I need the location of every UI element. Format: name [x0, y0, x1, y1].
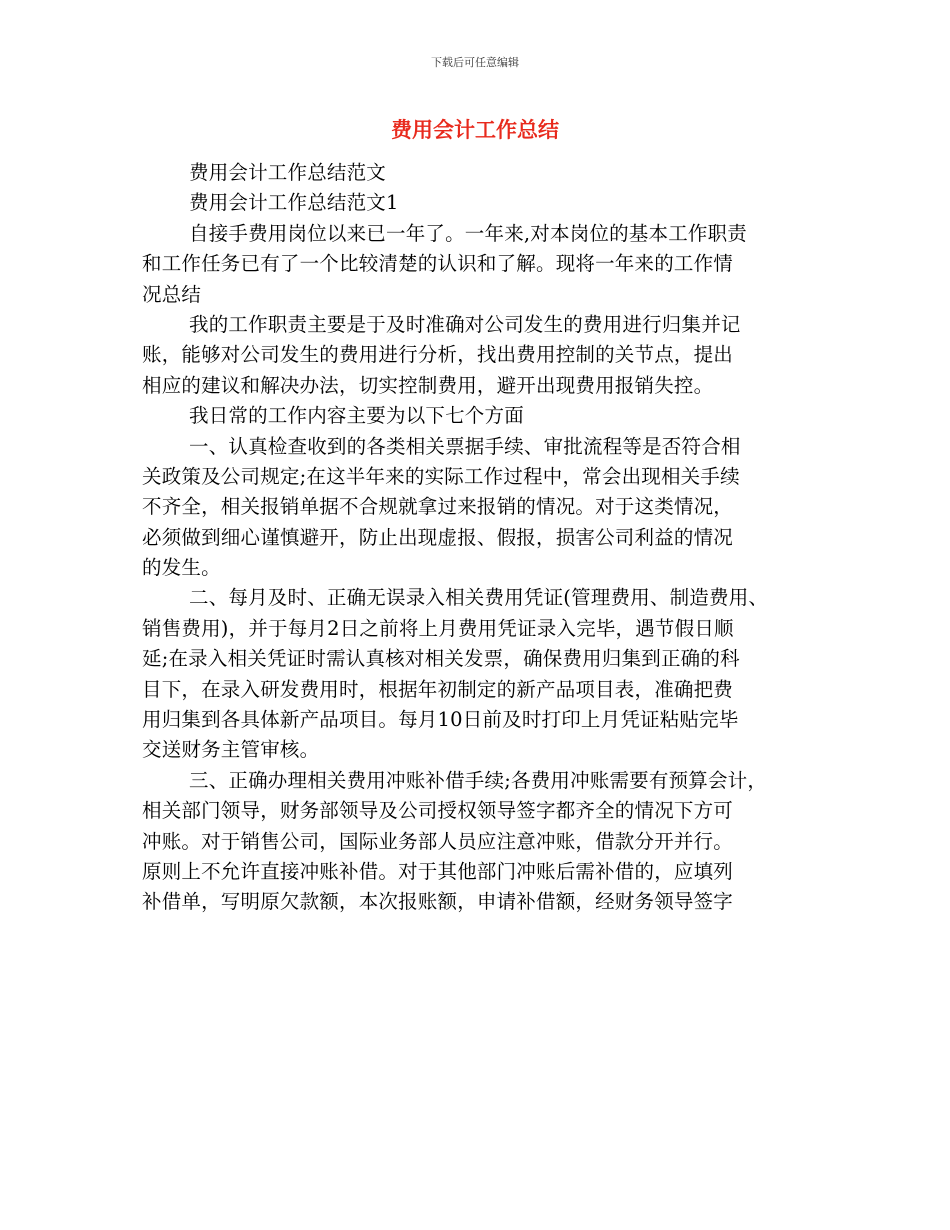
paragraph-line: 补借单，写明原欠款额，本次报账额，申请补借额，经财务领导签字 [142, 890, 734, 914]
header-note: 下载后可任意编辑 [431, 56, 519, 69]
paragraph-line: 必须做到细心谨慎避开，防止出现虚报、假报，损害公司利益的情况 [142, 525, 734, 549]
paragraph-line: 我的工作职责主要是于及时准确对公司发生的费用进行归集并记 [189, 312, 741, 336]
paragraph-line: 和工作任务已有了一个比较清楚的认识和了解。现将一年来的工作情 [142, 252, 734, 276]
paragraph-line: 冲账。对于销售公司，国际业务部人员应注意冲账，借款分开并行。 [142, 829, 734, 853]
paragraph-line: 交送财务主管审核。 [142, 738, 320, 762]
paragraph-line: 原则上不允许直接冲账补借。对于其他部门冲账后需补借的，应填列 [142, 859, 734, 883]
subtitle-line: 费用会计工作总结范文 [189, 161, 387, 184]
paragraph-line: 延;在录入相关凭证时需认真核对相关发票，确保费用归集到正确的科 [142, 647, 740, 671]
paragraph-line: 我日常的工作内容主要为以下七个方面 [189, 404, 524, 428]
subtitle-line: 费用会计工作总结范文1 [189, 191, 399, 215]
paragraph-line: 账，能够对公司发生的费用进行分析，找出费用控制的关节点，提出 [142, 343, 734, 367]
paragraph-line: 用归集到各具体新产品项目。每月10日前及时打印上月凭证粘贴完毕 [142, 708, 739, 732]
paragraph-line: 三、正确办理相关费用冲账补借手续;各费用冲账需要有预算会计， [189, 768, 768, 792]
paragraph-line: 二、每月及时、正确无误录入相关费用凭证(管理费用、制造费用、 [189, 586, 769, 610]
paragraph-line: 销售费用)，并于每月2日之前将上月费用凭证录入完毕，遇节假日顺 [142, 616, 734, 640]
paragraph-line: 自接手费用岗位以来已一年了。一年来,对本岗位的基本工作职责 [189, 221, 747, 245]
paragraph-line: 关政策及公司规定;在这半年来的实际工作过程中，常会出现相关手续 [142, 464, 740, 488]
document-title: 费用会计工作总结 [391, 118, 559, 142]
document-body [142, 158, 822, 918]
paragraph-line: 相应的建议和解决办法，切实控制费用，避开出现费用报销失控。 [142, 373, 714, 397]
paragraph-line: 不齐全，相关报销单据不合规就拿过来报销的情况。对于这类情况， [142, 495, 734, 519]
paragraph-line: 相关部门领导，财务部领导及公司授权领导签字都齐全的情况下方可 [142, 799, 734, 823]
paragraph-line: 况总结 [142, 282, 202, 306]
paragraph-line: 的发生。 [142, 556, 221, 580]
paragraph-line: 目下，在录入研发费用时，根据年初制定的新产品项目表，准确把费 [142, 677, 734, 701]
paragraph-line: 一、认真检查收到的各类相关票据手续、审批流程等是否符合相 [189, 434, 741, 458]
